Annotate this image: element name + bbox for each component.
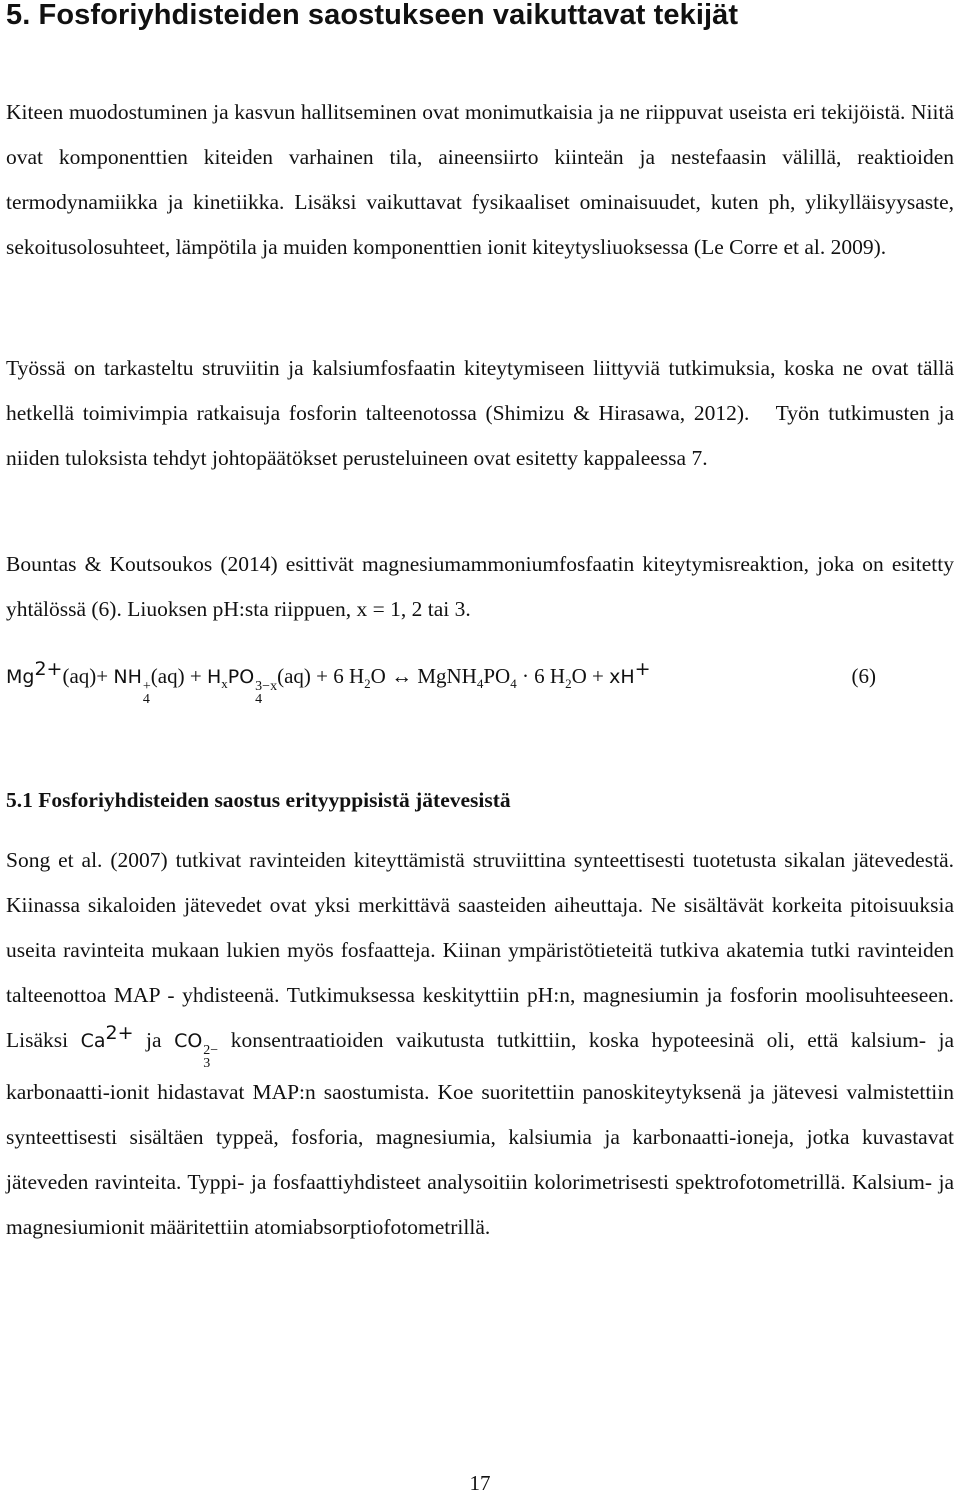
paragraph-scope-sentence-2: Työn tutkimusten ja niiden tuloksista tehdyt johtopäätökset perusteluineen ovat esitetty kappaleessa 7. [6, 401, 955, 470]
paragraph-song-study: Song et al. (2007) tutkivat ravinteiden kiteyttämistä struviittina synteettisesti tuotetusta sikalan jätevedestä. Kiinassa sikaloiden jätevedet ovat yksi merkittävä saasteiden aiheuttaja. Ne sisältävät korkeita pitoisuuksia useita ravinteita mukaan lukien myös fosfaatteja. Kiinan ympäristötieteitä tutkiva akatemia tutki ravinteiden talteenottoa MAP - yhdisteenä. Tutkimuksessa keskityttiin pH:n, magnesiumin ja fosforin moolisuhteeseen. Lisäksi $Ca^{2+}$ ja CO 2− 3 konsentraatioiden vaikutusta tutkittiin, koska hypoteesinä oli, että kalsium- ja karbonaatti-ionit hidastavat MAP:n saostumista. Koe suoritettiin panoskiteytyksenä ja jätevesi valmistettiin synteettisesti sisältäen typpeä, fosforia, magnesiumia, kalsiumia ja karbonaatti-ioneja, jotka kuvastavat jäteveden ravinteita. Typpi- ja fosfaattiyhdisteet analysoitiin kolorimetrisesti spektrofotometrillä. Kalsium- ja magnesiumionit määritettiin atomiabsorptiofotometrillä. [6, 848, 954, 1239]
paragraph-crystal-formation: Kiteen muodostuminen ja kasvun hallitseminen ovat monimutkaisia ja ne riippuvat useista eri tekijöistä. Niitä ovat komponenttien kiteiden varhainen tila, aineensiirto kiinteän ja nestefaasin välillä, reaktioiden termodynamiikka ja kinetiikka. Lisäksi vaikuttavat fysikaaliset ominaisuudet, kuten ph, ylikylläisyysaste, sekoitusolosuhteet, lämpötila ja muiden komponenttien ionit kiteytysliuoksessa (Le Corre et al. 2009). [6, 100, 954, 259]
equation-formula: $Mg^{2+}(aq)+$ NH + 4 $(aq) + H_xPO$ 3−x 4 (aq) + 6 $H_2O$ ↔ $MgNH_4PO_4 \cdot 6$ $H_2O + xH^+$ [6, 658, 651, 707]
paragraph-scope [6, 346, 954, 481]
section-title: 5.1 Fosforiyhdisteiden saostus erityyppisistä jätevesistä [6, 788, 511, 812]
equation-number: (6) [851, 664, 876, 688]
paragraph-reaction-intro: Bountas & Koutsoukos (2014) esittivät magnesiumammoniumfosfaatin kiteytymisreaktion, joka on esitetty yhtälössä (6). Liuoksen pH:sta riippuen, x = 1, 2 tai 3. [6, 552, 954, 621]
equation-6 [6, 654, 954, 707]
chapter-title: 5. Fosforiyhdisteiden saostukseen vaikuttavat tekijät [6, 0, 739, 31]
paragraph-scope-sentence-1: Työssä on tarkasteltu struviitin ja kalsiumfosfaatin kiteytymiseen liittyviä tutkimuksia, koska ne ovat tällä hetkellä toimivimpia ratkaisuja fosforin talteenotossa (Shimizu & Hirasawa, 2012). [6, 356, 954, 425]
page-number: 17 [469, 1471, 491, 1495]
